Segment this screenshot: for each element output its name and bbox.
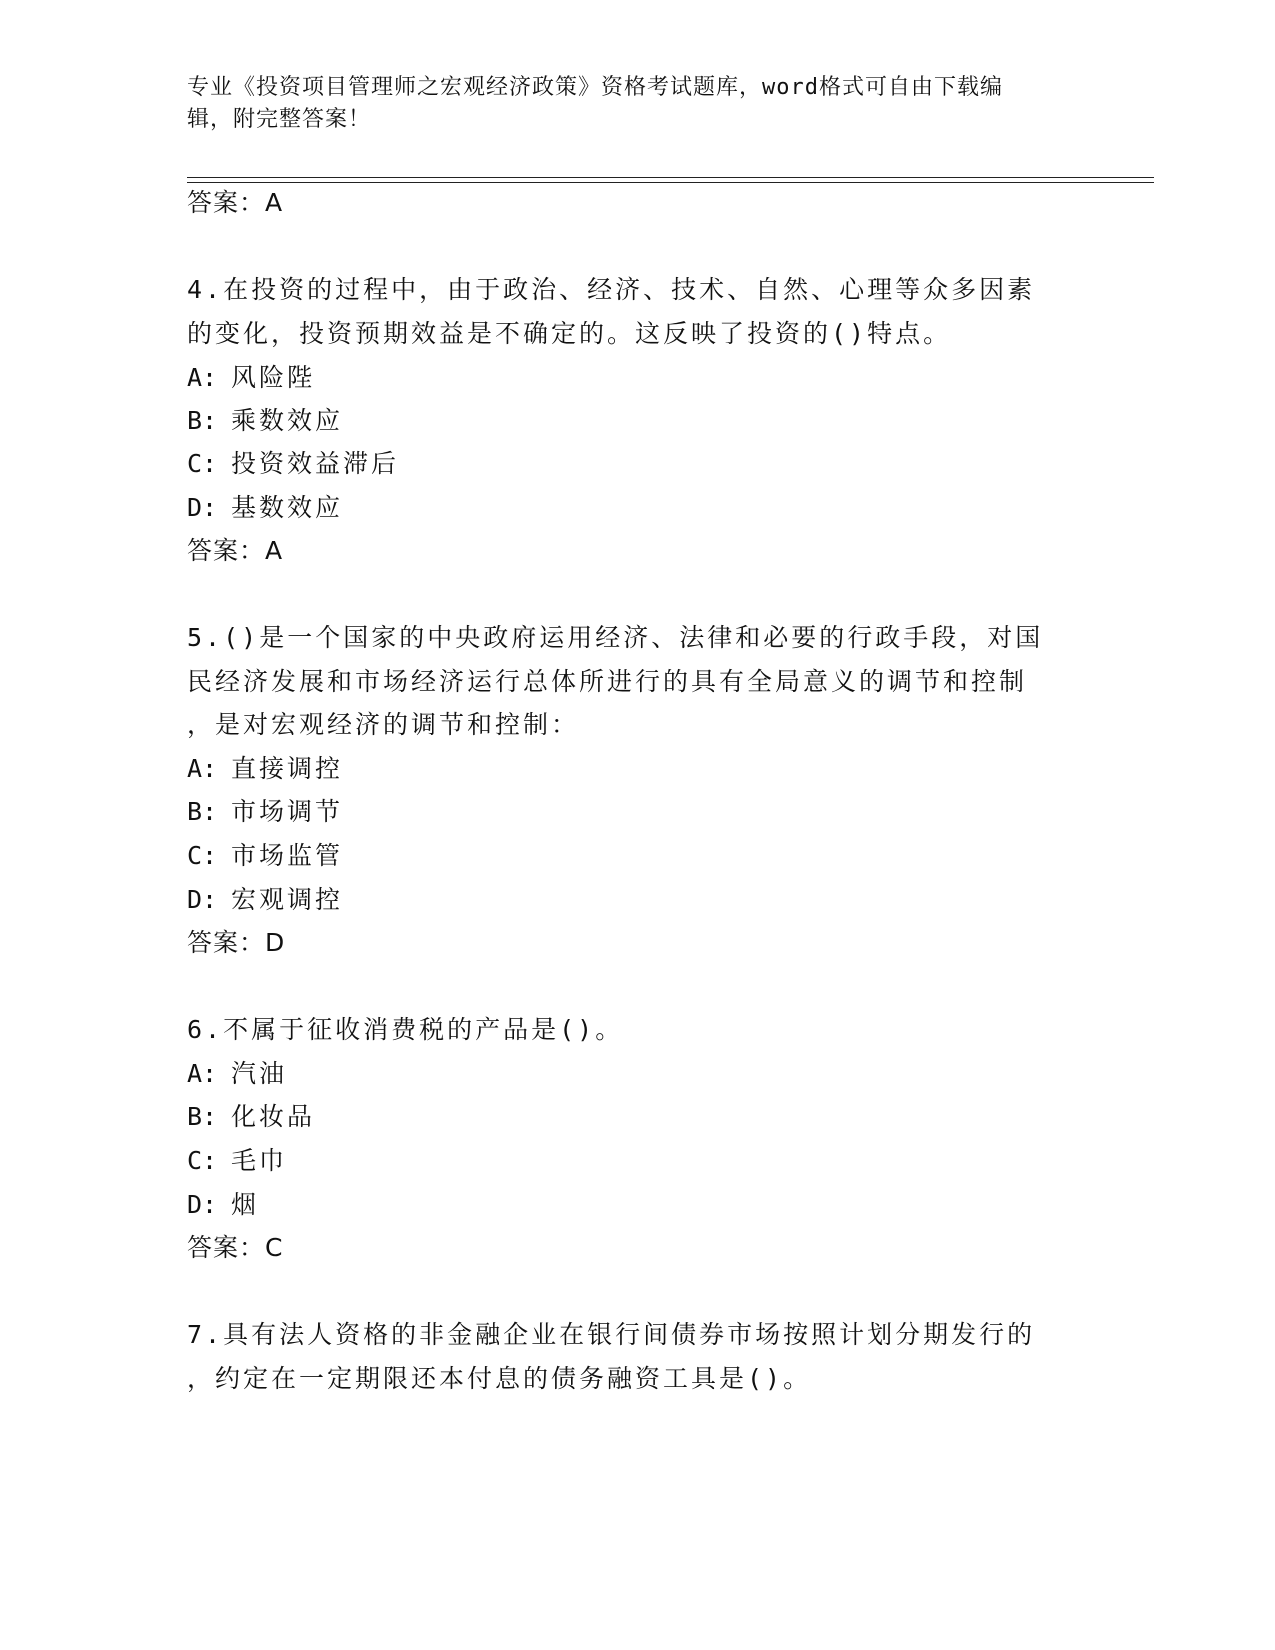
option-text: 宏观调控	[231, 885, 344, 914]
option-text: 烟	[231, 1190, 260, 1219]
question-6-option-b	[187, 1102, 315, 1132]
question-7-line: ，约定在一定期限还本付息的债务融资工具是()。	[187, 1364, 812, 1393]
document-header	[187, 72, 1087, 136]
option-text: 基数效应	[231, 493, 344, 522]
question-4-option-d	[187, 493, 343, 523]
question-4-option-c	[187, 449, 399, 479]
question-4-line: 的变化，投资预期效益是不确定的。这反映了投资的()特点。	[187, 319, 952, 348]
header-divider	[187, 177, 1154, 178]
option-letter: B:	[187, 797, 218, 826]
option-text: 乘数效应	[231, 406, 344, 435]
option-letter: C:	[187, 841, 218, 870]
question-7-line: 7.具有法人资格的非金融企业在银行间债券市场按照计划分期发行的	[187, 1320, 1036, 1349]
question-4-line: 4.在投资的过程中，由于政治、经济、技术、自然、心理等众多因素	[187, 275, 1036, 304]
option-text: 市场监管	[231, 841, 344, 870]
option-letter: B:	[187, 1102, 218, 1131]
option-letter: D:	[187, 493, 218, 522]
question-4-answer: 答案：A	[187, 536, 284, 565]
question-5-line: ，是对宏观经济的调节和控制：	[187, 710, 580, 739]
header-line: 专业《投资项目管理师之宏观经济政策》资格考试题库，word格式可自由下载编	[187, 75, 1003, 100]
question-4-option-a	[187, 363, 315, 393]
question-6-option-c	[187, 1146, 287, 1176]
option-letter: A:	[187, 754, 218, 783]
option-letter: A:	[187, 1059, 218, 1088]
question-5-line: 民经济发展和市场经济运行总体所进行的具有全局意义的调节和控制	[187, 667, 1028, 696]
question-5-option-c	[187, 841, 343, 871]
option-text: 直接调控	[231, 754, 344, 783]
header-divider	[187, 182, 1154, 183]
option-letter: C:	[187, 449, 218, 478]
question-5-option-b	[187, 797, 343, 827]
option-letter: A:	[187, 363, 218, 392]
option-text: 化妆品	[231, 1102, 316, 1131]
option-text: 风险陛	[231, 363, 316, 392]
option-text: 毛巾	[231, 1146, 288, 1175]
question-6-answer: 答案：C	[187, 1233, 284, 1262]
question-5-answer: 答案：D	[187, 928, 286, 957]
option-letter: C:	[187, 1146, 218, 1175]
question-6-option-d	[187, 1190, 259, 1220]
option-text: 投资效益滞后	[231, 449, 400, 478]
option-letter: D:	[187, 885, 218, 914]
answer-text: 答案：A	[187, 188, 284, 217]
question-6-line: 6.不属于征收消费税的产品是()。	[187, 1015, 624, 1044]
question-5-line: 5.()是一个国家的中央政府运用经济、法律和必要的行政手段，对国	[187, 623, 1044, 652]
option-letter: B:	[187, 406, 218, 435]
option-text: 汽油	[231, 1059, 288, 1088]
question-6-option-a	[187, 1059, 287, 1089]
option-letter: D:	[187, 1190, 218, 1219]
question-4-option-b	[187, 406, 343, 436]
question-5-option-a	[187, 754, 343, 784]
option-text: 市场调节	[231, 797, 344, 826]
question-5-option-d	[187, 885, 343, 915]
header-line: 辑，附完整答案！	[187, 107, 372, 132]
